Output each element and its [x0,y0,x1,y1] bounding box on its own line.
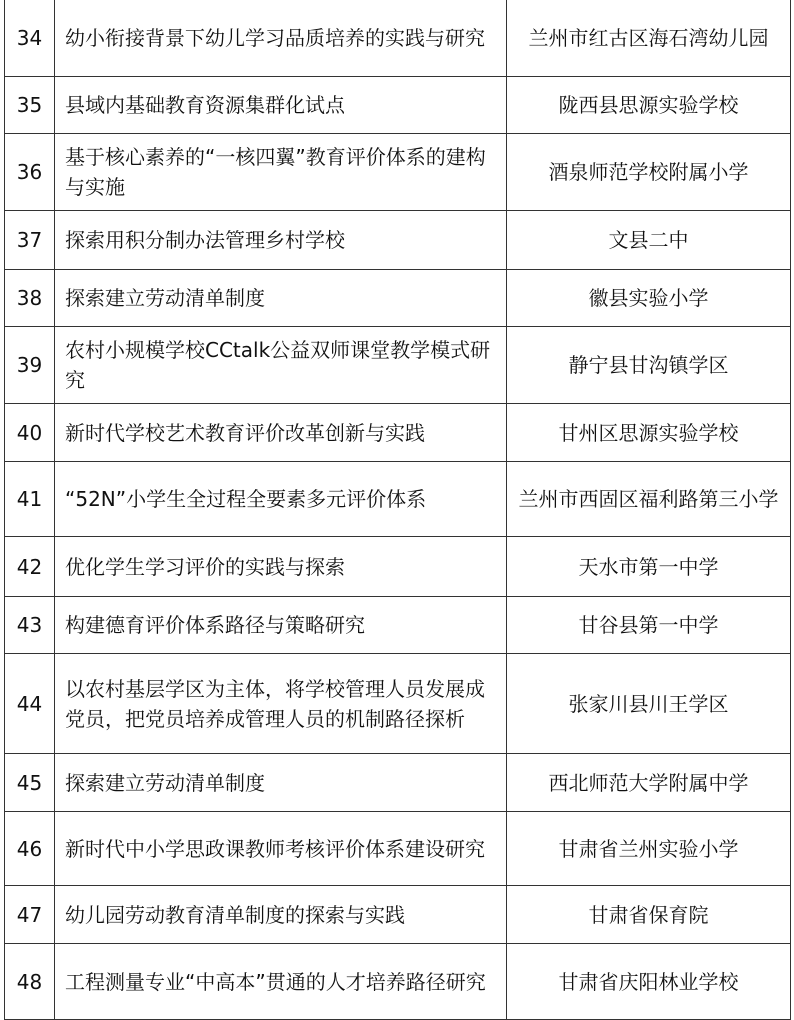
project-title: 新时代中小学思政课教师考核评价体系建设研究 [55,812,507,886]
project-unit: 静宁县甘沟镇学区 [507,327,791,404]
table-row [5,134,791,211]
row-number: 45 [5,754,55,812]
project-unit: 酒泉师范学校附属小学 [507,134,791,211]
row-number: 36 [5,134,55,211]
table-row [5,886,791,944]
project-title: 探索建立劳动清单制度 [55,754,507,812]
project-unit: 徽县实验小学 [507,270,791,327]
project-title: 探索建立劳动清单制度 [55,270,507,327]
table-row [5,270,791,327]
row-number: 35 [5,77,55,134]
row-number: 42 [5,537,55,597]
project-title: “52N”小学生全过程全要素多元评价体系 [55,462,507,537]
table-row [5,0,791,77]
table-row [5,654,791,754]
project-unit: 甘肃省庆阳林业学校 [507,944,791,1020]
row-number: 39 [5,327,55,404]
table-row [5,327,791,404]
row-number: 48 [5,944,55,1020]
table-row [5,754,791,812]
row-number: 37 [5,211,55,270]
project-title: 新时代学校艺术教育评价改革创新与实践 [55,404,507,462]
project-title: 基于核心素养的“一核四翼”教育评价体系的建构与实施 [55,134,507,211]
project-title: 县域内基础教育资源集群化试点 [55,77,507,134]
project-unit: 甘肃省保育院 [507,886,791,944]
table-row [5,211,791,270]
project-title: 构建德育评价体系路径与策略研究 [55,597,507,654]
table-row [5,812,791,886]
project-unit: 文县二中 [507,211,791,270]
table-row [5,77,791,134]
row-number: 41 [5,462,55,537]
project-title: 工程测量专业“中高本”贯通的人才培养路径研究 [55,944,507,1020]
row-number: 43 [5,597,55,654]
project-title: 优化学生学习评价的实践与探索 [55,537,507,597]
project-title: 农村小规模学校CCtalk公益双师课堂教学模式研究 [55,327,507,404]
row-number: 38 [5,270,55,327]
table-row [5,944,791,1020]
project-unit: 甘谷县第一中学 [507,597,791,654]
row-number: 44 [5,654,55,754]
project-unit: 兰州市红古区海石湾幼儿园 [507,0,791,77]
project-unit: 陇西县思源实验学校 [507,77,791,134]
project-unit: 甘州区思源实验学校 [507,404,791,462]
project-unit: 天水市第一中学 [507,537,791,597]
row-number: 46 [5,812,55,886]
row-number: 47 [5,886,55,944]
project-title: 以农村基层学区为主体，将学校管理人员发展成党员，把党员培养成管理人员的机制路径探析 [55,654,507,754]
project-table [4,0,791,1020]
project-title: 幼小衔接背景下幼儿学习品质培养的实践与研究 [55,0,507,77]
project-title: 幼儿园劳动教育清单制度的探索与实践 [55,886,507,944]
row-number: 40 [5,404,55,462]
table-row [5,404,791,462]
table-row [5,597,791,654]
project-unit: 张家川县川王学区 [507,654,791,754]
project-unit: 兰州市西固区福利路第三小学 [507,462,791,537]
row-number: 34 [5,0,55,77]
table-row [5,462,791,537]
project-unit: 甘肃省兰州实验小学 [507,812,791,886]
table-row [5,537,791,597]
project-unit: 西北师范大学附属中学 [507,754,791,812]
project-title: 探索用积分制办法管理乡村学校 [55,211,507,270]
